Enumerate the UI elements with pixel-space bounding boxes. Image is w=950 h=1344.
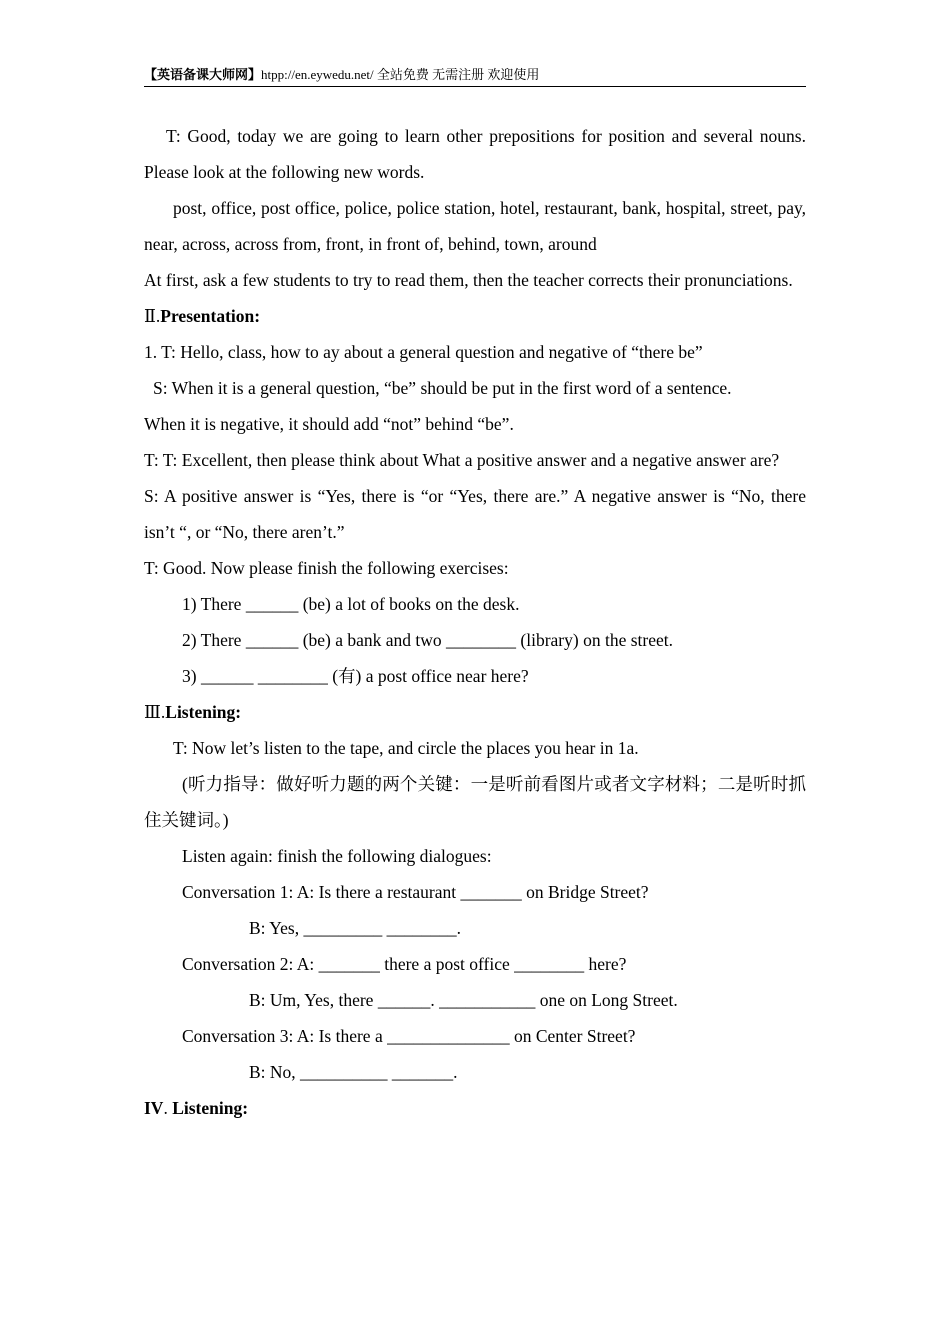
exercise-item: 2) There ______ (be) a bank and two ________ (library) on the street. — [182, 630, 673, 650]
exercise-item: 1) There ______ (be) a lot of books on the desk. — [182, 594, 520, 614]
presentation-line: S: A positive answer is “Yes, there is “or “Yes, there are.” A negative answer is “No, there isn’t “, or “No, there aren’t.” — [144, 486, 806, 542]
section-numeral: Ⅱ. — [144, 306, 161, 326]
section-title: Listening: — [172, 1098, 249, 1118]
exercise-item: 3) ______ ________ (有) a post office near here? — [182, 666, 529, 686]
section-title: Presentation: — [160, 306, 261, 326]
conversation-answer: B: No, __________ _______. — [249, 1062, 458, 1082]
presentation-line: When it is negative, it should add “not” behind “be”. — [144, 414, 514, 434]
listen-again-line: Listen again: finish the following dialogues: — [182, 846, 492, 866]
conversation-answer: B: Yes, _________ ________. — [249, 918, 461, 938]
intro-teacher-line: T: Good, today we are going to learn other prepositions for position and several nouns. Please look at the following new words. — [144, 126, 806, 182]
presentation-line: T: Good. Now please finish the following exercises: — [144, 558, 509, 578]
read-instruction: At first, ask a few students to try to read them, then the teacher corrects their pronunciations. — [144, 270, 793, 290]
conversation-answer: B: Um, Yes, there ______. ___________ one on Long Street. — [249, 990, 678, 1010]
conversation-question: Conversation 2: A: _______ there a post office ________ here? — [182, 954, 627, 974]
header-url: htpp://en.eywedu.net/ 全站免费 无需注册 欢迎使用 — [261, 67, 540, 82]
presentation-line: T: T: Excellent, then please think about What a positive answer and a negative answer are? — [144, 450, 780, 470]
section-heading-listening — [144, 694, 806, 730]
page-header — [144, 66, 806, 87]
section-numeral: Ⅲ. — [144, 702, 166, 722]
listening-tip: (听力指导：做好听力题的两个关键：一是听前看图片或者文字材料；二是听时抓住关键词。) — [144, 774, 806, 830]
conversation-question: Conversation 1: A: Is there a restaurant _______ on Bridge Street? — [182, 882, 649, 902]
listening-teacher-line: T: Now let’s listen to the tape, and circle the places you hear in 1a. — [173, 738, 639, 758]
section-heading-presentation — [144, 298, 806, 334]
section-heading-listening-iv — [144, 1090, 806, 1126]
presentation-line: S: When it is a general question, “be” should be put in the first word of a sentence. — [153, 378, 732, 398]
section-separator: . — [163, 1098, 173, 1118]
document-body — [144, 118, 806, 1126]
presentation-line: 1. T: Hello, class, how to ay about a general question and negative of “there be” — [144, 342, 703, 362]
section-numeral: IV — [144, 1098, 164, 1118]
section-title: Listening: — [165, 702, 242, 722]
new-words-list: post, office, post office, police, police station, hotel, restaurant, bank, hospital, street, pay, near, across, across from, front, in front of, behind, town, around — [144, 198, 806, 254]
conversation-question: Conversation 3: A: Is there a ______________ on Center Street? — [182, 1026, 636, 1046]
header-brand: 【英语备课大师网】 — [144, 67, 262, 82]
